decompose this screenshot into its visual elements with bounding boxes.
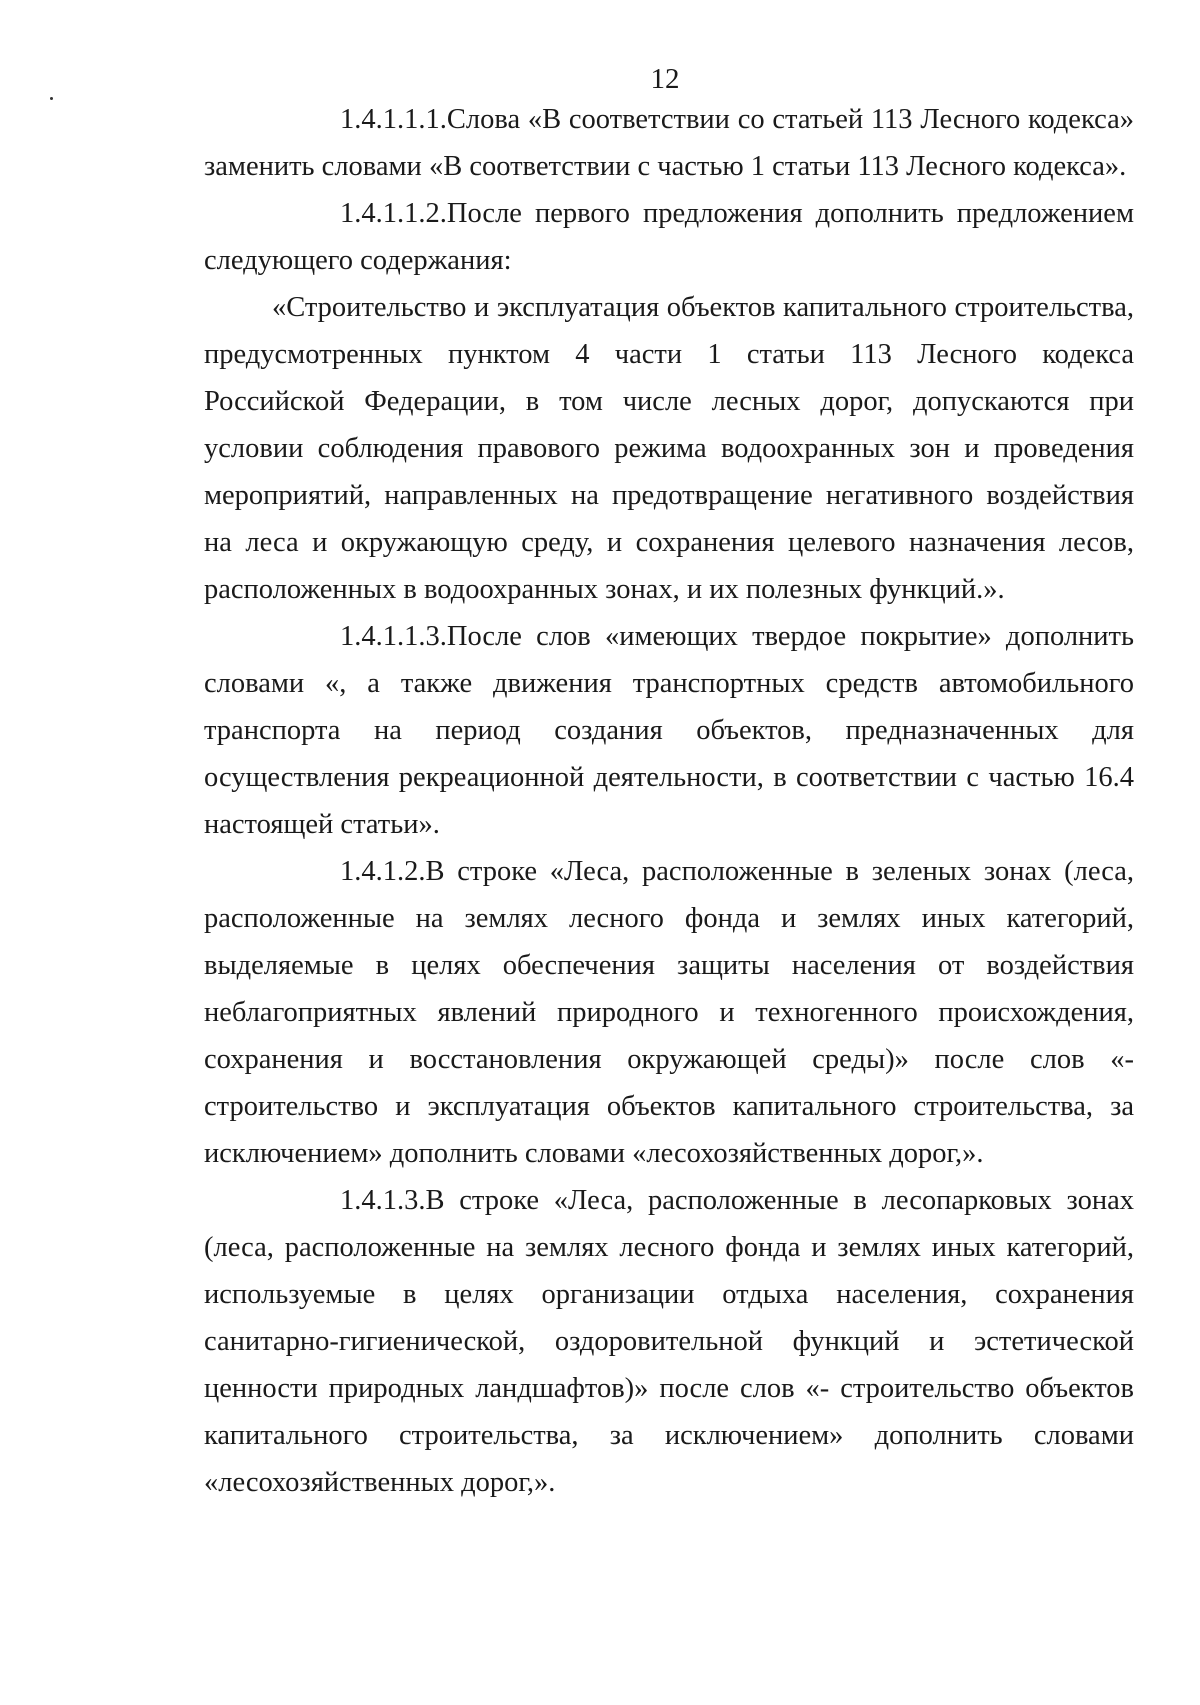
paragraph-text: После первого предложения дополнить предложением следующего содержания: <box>204 198 1134 276</box>
paragraph-number: 1.4.1.3. <box>340 1185 426 1216</box>
paragraph-text: После слов «имеющих твердое покрытие» дополнить словами «, а также движения транспортных средств автомобильного транспорта на период создания объектов, предназначенных для осуществления рекреационной деятельности, в соответствии с частью 16.4 настоящей статьи». <box>204 621 1134 840</box>
paragraph-1-4-1-3 <box>204 1177 1134 1506</box>
paragraph-1-4-1-2 <box>204 848 1134 1177</box>
paragraph-1-4-1-1-2 <box>204 190 1134 284</box>
paragraph-1-4-1-1-1 <box>204 96 1134 190</box>
paragraph-text: В строке «Леса, расположенные в лесопарковых зонах (леса, расположенные на землях лесного фонда и землях иных категорий, используемые в целях организации отдыха населения, сохранения санитарно-гигиенической, оздоровительной функций и эстетической ценности природных ландшафтов)» после слов «- строительство объектов капитального строительства, за исключением» дополнить словами «лесохозяйственных дорог,». <box>204 1185 1134 1498</box>
paragraph-number: 1.4.1.1.3. <box>340 621 447 652</box>
document-body <box>204 96 1134 1506</box>
paragraph-text: «Строительство и эксплуатация объектов капитального строительства, предусмотренных пунктом 4 части 1 статьи 113 Лесного кодекса Российской Федерации, в том числе лесных дорог, допускаются при условии соблюдения правового режима водоохранных зон и проведения мероприятий, направленных на предотвращение негативного воздействия на леса и окружающую среду, и сохранения целевого назначения лесов, расположенных в водоохранных зонах, и их полезных функций.». <box>204 292 1134 605</box>
scan-speck <box>50 97 53 100</box>
paragraph-number: 1.4.1.1.2. <box>340 198 447 229</box>
page-number: 12 <box>650 63 680 95</box>
paragraph-number: 1.4.1.1.1. <box>340 104 447 135</box>
paragraph-text: Слова «В соответствии со статьей 113 Лесного кодекса» заменить словами «В соответствии с частью 1 статьи 113 Лесного кодекса». <box>204 104 1134 182</box>
paragraph-text: В строке «Леса, расположенные в зеленых зонах (леса, расположенные на землях лесного фонда и землях иных категорий, выделяемые в целях обеспечения защиты населения от воздействия неблагоприятных явлений природного и техногенного происхождения, сохранения и восстановления окружающей среды)» после слов «- строительство и эксплуатация объектов капитального строительства, за исключением» дополнить словами «лесохозяйственных дорог,». <box>204 856 1134 1169</box>
paragraph-1-4-1-1-3 <box>204 613 1134 848</box>
quoted-insertion <box>204 284 1134 613</box>
paragraph-number: 1.4.1.2. <box>340 856 426 887</box>
